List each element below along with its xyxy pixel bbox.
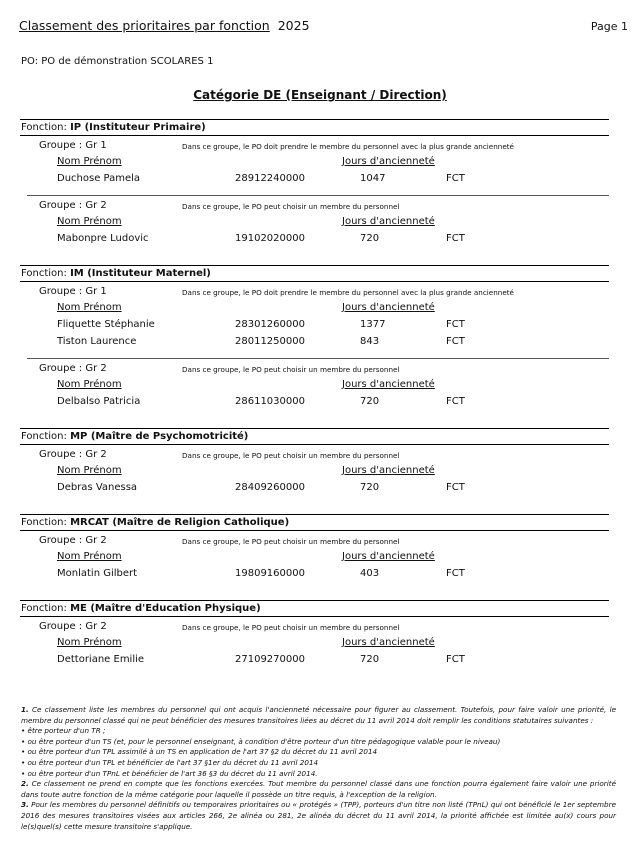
groupe-description: Dans ce groupe, le PO doit prendre le membre du personnel avec la plus grande ancienneté xyxy=(182,142,514,151)
groupe-description: Dans ce groupe, le PO peut choisir un membre du personnel xyxy=(182,451,400,460)
member-days: 1047 xyxy=(360,173,386,184)
fonction-label: Fonction: xyxy=(21,122,67,133)
footnote-text: Ce classement liste les membres du personnel qui ont acquis l'ancienneté nécessaire pour figurer au classement. Toutefois, pour faire valoir une priorité, le membre du personnel classé qui ne peut bénéficier des mesures transitoires liées au décret du 11 avril 2014 doit remplir les conditions statutaires suivantes : xyxy=(21,705,616,725)
groupe-description: Dans ce groupe, le PO peut choisir un membre du personnel xyxy=(182,365,400,374)
column-header-name: Nom Prénom xyxy=(57,637,122,648)
column-header-name: Nom Prénom xyxy=(57,379,122,390)
member-status: FCT xyxy=(446,482,465,493)
category-heading: Catégorie DE (Enseignant / Direction) xyxy=(193,88,447,102)
groupe-line xyxy=(27,534,609,548)
column-header-days: Jours d'ancienneté xyxy=(342,551,435,562)
column-headers xyxy=(27,548,609,565)
member-id: 19809160000 xyxy=(235,568,305,579)
member-name: Dettoriane Emilie xyxy=(57,654,145,665)
member-id: 27109270000 xyxy=(235,654,305,665)
groupe-spacer xyxy=(27,247,609,255)
member-name: Debras Vanessa xyxy=(57,482,138,493)
footnote-paragraph xyxy=(21,758,616,769)
column-header-days: Jours d'ancienneté xyxy=(342,302,435,313)
groupe-line xyxy=(27,362,609,376)
fonctions-list xyxy=(20,119,609,676)
member-days: 1377 xyxy=(360,319,386,330)
footnote-number: 1. xyxy=(21,705,29,714)
fonction-label: Fonction: xyxy=(21,268,67,279)
fonction-spacer xyxy=(20,418,609,428)
column-headers xyxy=(27,213,609,230)
footnote-text: • ou être porteur d'un TPL et bénéficier de l'art 37 §1er du décret du 11 avril 2014 xyxy=(21,757,319,767)
groupe-label: Groupe : Gr 2 xyxy=(39,621,107,632)
groupe-description: Dans ce groupe, le PO peut choisir un membre du personnel xyxy=(182,623,400,632)
footnote-paragraph xyxy=(21,705,616,726)
fonction-label: Fonction: xyxy=(21,517,67,528)
member-row xyxy=(27,170,609,187)
fonction-code: MP (Maître de Psychomotricité) xyxy=(70,431,249,442)
groupe-block xyxy=(27,617,609,676)
groupe-line xyxy=(27,285,609,299)
fonction-label: Fonction: xyxy=(21,431,67,442)
fonction-header xyxy=(20,120,609,136)
footnote-paragraph xyxy=(21,747,616,758)
footnote-text: Pour les membres du personnel définitifs ou temporaires prioritaires ou « protégés » (TPP), porteurs d'un titre non listé (TPnL) qui ont bénéficié le 1er septembre 2016 des mesures transitoires visées aux articles 266, 2e alinéa ou 281, 2e alinéa du décret du 11 avril 2014, la priorité affichée est limitée au(x) cours pour le(s)quel(s) cette mesure transitoire s'applique. xyxy=(21,800,616,831)
groupe-line xyxy=(27,199,609,213)
member-days: 843 xyxy=(360,336,380,347)
member-id: 19102020000 xyxy=(235,233,305,244)
fonction-block xyxy=(20,600,609,676)
groupe-line xyxy=(27,448,609,462)
groupe-block xyxy=(27,196,609,255)
fonction-header xyxy=(20,429,609,445)
fonction-spacer xyxy=(20,504,609,514)
title-text: Classement des prioritaires par fonction xyxy=(19,18,270,33)
groupe-block xyxy=(27,282,609,359)
member-days: 720 xyxy=(360,233,380,244)
groupe-label: Groupe : Gr 2 xyxy=(39,200,107,211)
fonction-code: IP (Instituteur Primaire) xyxy=(70,122,206,133)
member-status: FCT xyxy=(446,654,465,665)
column-header-name: Nom Prénom xyxy=(57,465,122,476)
fonction-code: IM (Instituteur Maternel) xyxy=(70,268,211,279)
member-status: FCT xyxy=(446,568,465,579)
column-header-name: Nom Prénom xyxy=(57,156,122,167)
member-status: FCT xyxy=(446,173,465,184)
footnote-text: • ou être porteur d'un TS (et, pour le personnel enseignant, à condition d'être porteur d'un titre pédagogique valable pour le niveau) xyxy=(21,736,501,746)
member-name: Duchose Pamela xyxy=(57,173,141,184)
footnote-paragraph xyxy=(21,779,616,800)
member-name: Mabonpre Ludovic xyxy=(57,233,149,244)
footnote-paragraph xyxy=(21,769,616,780)
member-name: Delbalso Patricia xyxy=(57,396,141,407)
member-days: 720 xyxy=(360,396,380,407)
member-id: 28912240000 xyxy=(235,173,305,184)
member-status: FCT xyxy=(446,319,465,330)
groupe-block xyxy=(27,359,609,418)
fonction-header xyxy=(20,515,609,531)
column-header-days: Jours d'ancienneté xyxy=(342,216,435,227)
column-header-name: Nom Prénom xyxy=(57,216,122,227)
page-number: Page 1 xyxy=(590,20,628,33)
document-title xyxy=(19,18,310,33)
member-days: 720 xyxy=(360,654,380,665)
member-row xyxy=(27,651,609,668)
column-headers xyxy=(27,299,609,316)
member-row xyxy=(27,316,609,333)
footnote-paragraph xyxy=(21,726,616,737)
groupe-spacer xyxy=(27,496,609,504)
column-header-days: Jours d'ancienneté xyxy=(342,379,435,390)
title-year: 2025 xyxy=(277,18,310,33)
member-days: 720 xyxy=(360,482,380,493)
member-name: Fliquette Stéphanie xyxy=(57,319,155,330)
fonction-header xyxy=(20,601,609,617)
fonction-block xyxy=(20,428,609,504)
footnote-number: 2. xyxy=(21,779,29,789)
groupe-line xyxy=(27,620,609,634)
member-row xyxy=(27,230,609,247)
groupe-spacer xyxy=(27,187,609,195)
footnotes xyxy=(21,705,616,832)
fonction-block xyxy=(20,265,609,418)
footnote-paragraph xyxy=(21,800,616,832)
member-id: 28301260000 xyxy=(235,319,305,330)
member-id: 28611030000 xyxy=(235,396,305,407)
groupe-spacer xyxy=(27,410,609,418)
member-row xyxy=(27,333,609,350)
fonction-code: MRCAT (Maître de Religion Catholique) xyxy=(70,517,290,528)
column-header-days: Jours d'ancienneté xyxy=(342,156,435,167)
po-line: PO: PO de démonstration SCOLARES 1 xyxy=(21,56,214,67)
fonction-block xyxy=(20,514,609,590)
member-id: 28409260000 xyxy=(235,482,305,493)
groupe-spacer xyxy=(27,668,609,676)
footnote-text: • ou être porteur d'un TPnL et bénéficier de l'art 36 §3 du décret du 11 avril 2014. xyxy=(21,768,318,778)
groupe-description: Dans ce groupe, le PO peut choisir un membre du personnel xyxy=(182,537,400,546)
member-status: FCT xyxy=(446,396,465,407)
fonction-spacer xyxy=(20,590,609,600)
footnote-text: • ou être porteur d'un TPL assimilé à un TS en application de l'art 37 §2 du décret du 11 avril 2014 xyxy=(21,747,378,757)
groupe-label: Groupe : Gr 2 xyxy=(39,535,107,546)
member-status: FCT xyxy=(446,336,465,347)
member-row xyxy=(27,565,609,582)
column-header-days: Jours d'ancienneté xyxy=(342,637,435,648)
fonction-spacer xyxy=(20,255,609,265)
groupe-description: Dans ce groupe, le PO peut choisir un membre du personnel xyxy=(182,202,400,211)
column-header-name: Nom Prénom xyxy=(57,551,122,562)
member-row xyxy=(27,393,609,410)
column-headers xyxy=(27,634,609,651)
column-headers xyxy=(27,376,609,393)
groupe-description: Dans ce groupe, le PO doit prendre le membre du personnel avec la plus grande ancienneté xyxy=(182,288,514,297)
fonction-label: Fonction: xyxy=(21,603,67,614)
groupe-block xyxy=(27,445,609,504)
member-name: Monlatin Gilbert xyxy=(57,568,138,579)
footnote-number: 3. xyxy=(21,800,29,810)
footnote-paragraph xyxy=(21,737,616,748)
footnote-text: • être porteur d'un TR ; xyxy=(21,726,106,736)
groupe-spacer xyxy=(27,350,609,358)
member-days: 403 xyxy=(360,568,380,579)
groupe-label: Groupe : Gr 2 xyxy=(39,363,107,374)
groupe-block xyxy=(27,531,609,590)
groupe-label: Groupe : Gr 1 xyxy=(39,140,107,151)
fonction-code: ME (Maître d'Education Physique) xyxy=(70,603,261,614)
column-header-name: Nom Prénom xyxy=(57,302,122,313)
column-headers xyxy=(27,462,609,479)
column-header-days: Jours d'ancienneté xyxy=(342,465,435,476)
member-status: FCT xyxy=(446,233,465,244)
groupe-spacer xyxy=(27,582,609,590)
fonction-block xyxy=(20,119,609,255)
fonction-header xyxy=(20,266,609,282)
groupe-label: Groupe : Gr 2 xyxy=(39,449,107,460)
groupe-line xyxy=(27,139,609,153)
member-name: Tiston Laurence xyxy=(57,336,137,347)
groupe-block xyxy=(27,136,609,196)
member-row xyxy=(27,479,609,496)
column-headers xyxy=(27,153,609,170)
groupe-label: Groupe : Gr 1 xyxy=(39,286,107,297)
member-id: 28011250000 xyxy=(235,336,305,347)
footnote-text: Ce classement ne prend en compte que les fonctions exercées. Tout membre du personnel classé dans une fonction pourra également faire valoir une priorité dans toute autre fonction de la même catégorie pour laquelle il possède un titre requis, à l'exception de la religion. xyxy=(21,779,616,799)
